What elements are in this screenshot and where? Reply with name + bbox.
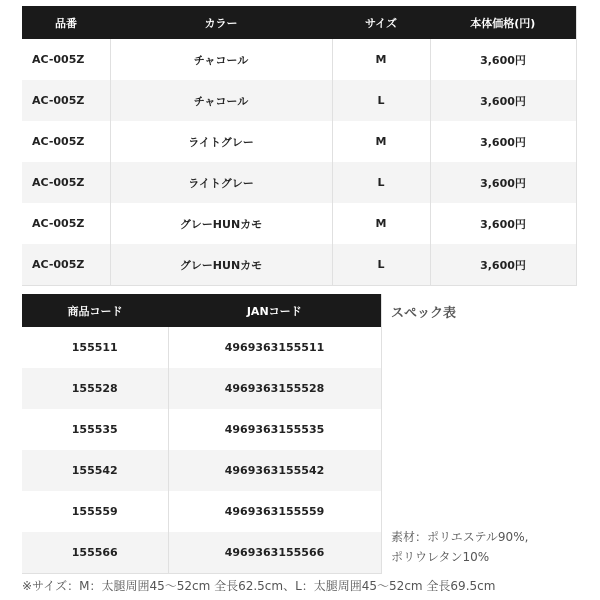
header-price: 本体価格(円) bbox=[430, 6, 576, 39]
cell-color: チャコール bbox=[110, 80, 332, 121]
cell-jan-code: 4969363155559 bbox=[168, 491, 381, 532]
cell-color: グレーHUNカモ bbox=[110, 244, 332, 286]
header-color: カラー bbox=[110, 6, 332, 39]
table-row bbox=[22, 162, 576, 203]
cell-price: 3,600円 bbox=[430, 80, 576, 121]
cell-price: 3,600円 bbox=[430, 162, 576, 203]
table-row bbox=[22, 368, 381, 409]
cell-size: M bbox=[332, 203, 430, 244]
cell-product-code: 155528 bbox=[22, 368, 168, 409]
cell-item-number: AC-005Z bbox=[22, 203, 110, 244]
cell-size: L bbox=[332, 244, 430, 286]
cell-item-number: AC-005Z bbox=[22, 162, 110, 203]
cell-jan-code: 4969363155511 bbox=[168, 327, 381, 368]
header-product-code: 商品コード bbox=[22, 294, 168, 327]
cell-product-code: 155559 bbox=[22, 491, 168, 532]
table-row bbox=[22, 491, 381, 532]
cell-item-number: AC-005Z bbox=[22, 80, 110, 121]
cell-size: M bbox=[332, 121, 430, 162]
table-row bbox=[22, 409, 381, 450]
cell-product-code: 155535 bbox=[22, 409, 168, 450]
table-row bbox=[22, 532, 381, 574]
table-row bbox=[22, 121, 576, 162]
cell-product-code: 155511 bbox=[22, 327, 168, 368]
cell-size: L bbox=[332, 162, 430, 203]
material-line: ポリウレタン10% bbox=[391, 550, 490, 564]
cell-product-code: 155542 bbox=[22, 450, 168, 491]
cell-price: 3,600円 bbox=[430, 244, 576, 286]
cell-jan-code: 4969363155528 bbox=[168, 368, 381, 409]
cell-jan-code: 4969363155542 bbox=[168, 450, 381, 491]
cell-size: L bbox=[332, 80, 430, 121]
table-row bbox=[22, 39, 576, 80]
material-line: 素材：ポリエステル90%, bbox=[391, 530, 529, 544]
cell-price: 3,600円 bbox=[430, 203, 576, 244]
cell-color: グレーHUNカモ bbox=[110, 203, 332, 244]
header-item-number: 品番 bbox=[22, 6, 110, 39]
header-size: サイズ bbox=[332, 6, 430, 39]
table-row bbox=[22, 203, 576, 244]
code-table-header-row bbox=[22, 294, 381, 327]
size-footnote: ※サイズ：M：太腿周囲45～52cm 全長62.5cm、L：太腿周囲45～52cm 全長69.5cm bbox=[22, 579, 496, 593]
cell-size: M bbox=[332, 39, 430, 80]
cell-item-number: AC-005Z bbox=[22, 39, 110, 80]
cell-product-code: 155566 bbox=[22, 532, 168, 574]
cell-color: チャコール bbox=[110, 39, 332, 80]
product-table-header-row bbox=[22, 6, 576, 39]
table-row bbox=[22, 80, 576, 121]
cell-item-number: AC-005Z bbox=[22, 244, 110, 286]
cell-item-number: AC-005Z bbox=[22, 121, 110, 162]
cell-jan-code: 4969363155566 bbox=[168, 532, 381, 574]
cell-color: ライトグレー bbox=[110, 162, 332, 203]
table-row bbox=[22, 450, 381, 491]
material-info bbox=[391, 527, 591, 567]
cell-color: ライトグレー bbox=[110, 121, 332, 162]
code-table bbox=[22, 294, 382, 574]
cell-jan-code: 4969363155535 bbox=[168, 409, 381, 450]
header-jan-code: JANコード bbox=[168, 294, 381, 327]
spec-title: スペック表 bbox=[391, 306, 457, 321]
product-table bbox=[22, 6, 577, 286]
table-row bbox=[22, 327, 381, 368]
cell-price: 3,600円 bbox=[430, 39, 576, 80]
cell-price: 3,600円 bbox=[430, 121, 576, 162]
table-row bbox=[22, 244, 576, 286]
